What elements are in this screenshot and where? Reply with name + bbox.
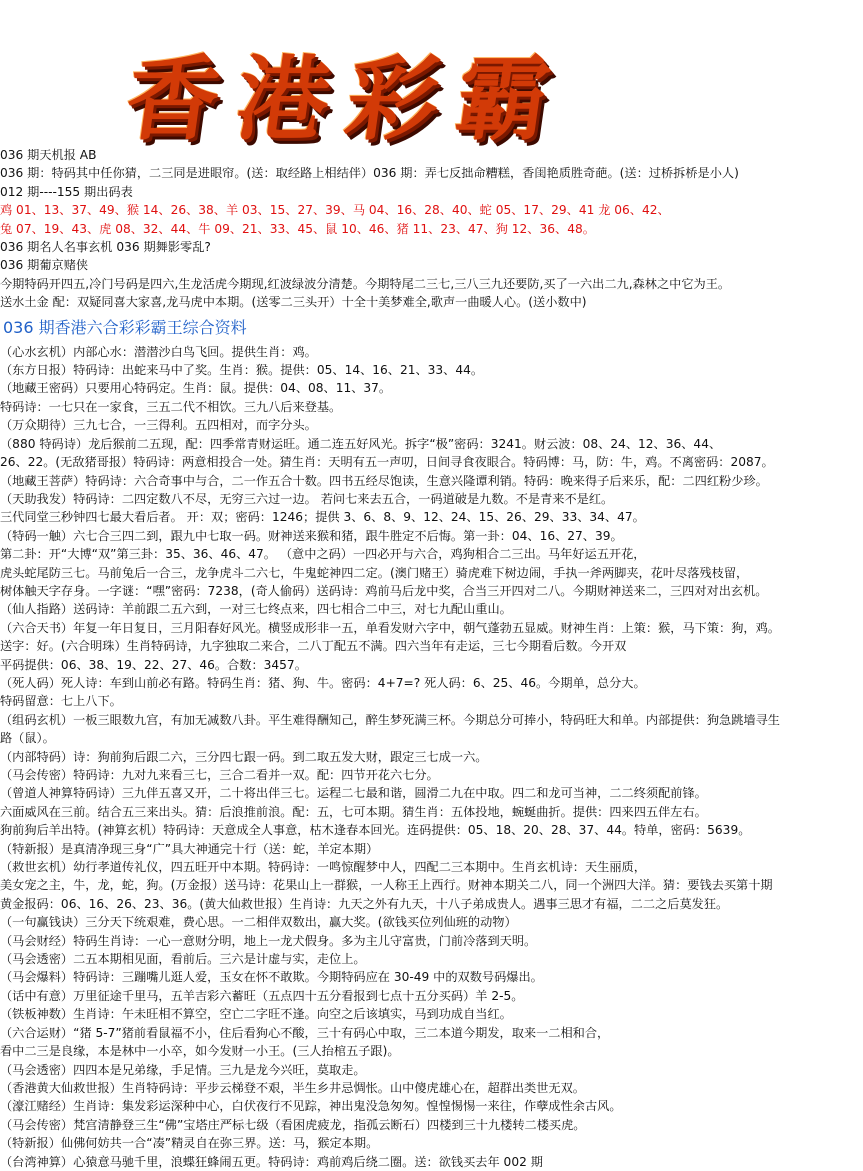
body-line: （马会财经）特码生肖诗：一心一意财分明，地上一龙犬假身。多为主儿守富贵，门前冷落到天明。 <box>0 933 537 948</box>
body-line: （地藏王密码）只要用心特码定。生肖：鼠。提供：04、08、11、37。 <box>0 381 392 396</box>
body-line: （救世玄机）幼行孝道传礼仪，四五旺开中本期。特码诗：一鸣惊醒梦中人，四配二三本期中。生肖玄机诗：天生丽质， <box>0 860 646 875</box>
body-line: （六合运财）“猪 5-7”猪前看鼠福不小，住后看狗心不酸，三十有码心中取，三二本道今期发，取来一二相和合， <box>0 1025 610 1040</box>
body-line: 虎头蛇尾防三七。马前兔后一合三，龙争虎斗二六七，牛鬼蛇神四二定。(澳门赌王）骑虎难下树边闹，手执一斧两脚夹，花叶尽落残枝留， <box>0 565 749 580</box>
body-line: （曾道人神算特码诗）三九伴五喜又开，二十将出伴三七。运程二七最和谐，圆滑二九在中取。四二和龙可当神，二二终须配前锋。 <box>0 786 707 801</box>
body-line: （地藏王菩萨）特码诗：六合奇事中与合，二一作五合十数。四书五经尽饱读，生意兴隆谭利销。特码：晚来得子后来乐，配：二四红粉少珍。 <box>0 473 768 488</box>
body-line: 树体触天字存身。一字谜：“嘿”密码：7238，(奇人偷码）送码诗：鸡前马后龙中奖，合当三开四对二八。今期财神送来二，三四对对出玄机。 <box>0 583 768 598</box>
body-line: （特新报）是真清净现三身“广”具大神通完十行（送：蛇，羊定本期） <box>0 841 379 856</box>
body-line: 第二卦：开“大博“双”第三卦：35、36、46、47。 （意中之码）一四必开与六合，鸡狗相合二三出。马年好运五开花， <box>0 547 646 562</box>
intro-line: 送水土金 配：双疑同喜大家喜,龙马虎中本期。(送零二三头开）十全十美梦难全,歌声一曲暖人心。(送小数中) <box>0 295 587 310</box>
body-line: （马会传密）梵宫清静登三生“佛”宝塔庄严标七级（看困虎疲龙，指孤云断石）四楼到三十九楼转二楼买虎。 <box>0 1117 586 1132</box>
body-line: 送字：好。(六合明珠）生肖特码诗，九字独取二来合，二八丁配五不满。四六当年有走运，三七今期看后数。今开双 <box>0 639 627 654</box>
intro-line: 036 期天机报 AB <box>0 148 97 162</box>
body-line: （六合天书）年复一年日复日，三月阳春好风光。横竖成形非一五，单看发财六字中，朝气蓬勃五显威。财神生肖：上策：猴，马下策：狗，鸡。 <box>0 620 780 635</box>
intro-line: 鸡 01、13、37、49、猴 14、26、38、羊 03、15、27、39、马 04、16、28、40、蛇 05、17、29、41 龙 06、42、 <box>0 203 670 218</box>
body-line: 平码提供：06、38、19、22、27、46。合数：3457。 <box>0 657 307 672</box>
body-line: 特码留意：七上八下。 <box>0 694 122 709</box>
intro-section <box>0 146 863 312</box>
body-line: （死人码）死人诗：车到山前必有路。特码生肖：猪、狗、牛。密码：4+7=? 死人码：6、25、46。今期单，总分大。 <box>0 675 646 690</box>
intro-line: 今期特码开四五,冷门号码是四六,生龙活虎今期现,红波绿波分清楚。今期特尾二三七,三八三九还要防,买了一六出二九,森林之中它为王。 <box>0 276 731 291</box>
logo-char-3: 彩 <box>339 45 447 153</box>
document-body <box>0 146 863 1171</box>
header-logo <box>119 20 557 153</box>
body-line: （马会爆料）特码诗：三蹦嘴儿逛人爱，玉女在怀不敢欺。今期特码应在 30-49 中的双数号码爆出。 <box>0 970 543 985</box>
body-line: （内部特码）诗：狗前狗后跟二六，三分四七跟一码。到二取五发大财，跟定三七成一六。 <box>0 749 488 764</box>
body-line: 26、22。(无敌猪哥报）特码诗：两意相投合一处。猜生肖：天明有五一声叨，日间寻食夜眼合。特码博：马，防：牛，鸡。不离密码：2087。 <box>0 455 774 470</box>
body-line: （心水玄机）内部心水：潜潜沙白鸟飞回。提供生肖：鸡。 <box>0 344 317 359</box>
body-line: （话中有意）万里征途千里马，五羊吉彩六蓄旺（五点四十五分看报到七点十五分买码）羊 2-5。 <box>0 988 524 1003</box>
intro-line: 036 期名人名事玄机 036 期舞影零乱? <box>0 240 211 255</box>
body-line: 路（鼠）。 <box>0 731 55 746</box>
body-line: （组码玄机）一板三眼数九宫，有加无减数八卦。平生难得酬知己，醉生梦死满三杯。今期总分可捧小，特码旺大和单。内部提供：狗急跳墙寻生 <box>0 712 780 727</box>
body-line: （马会透密）四四本是兄弟缘，手足情。三九是龙今兴旺，莫取走。 <box>0 1062 366 1077</box>
intro-line: 兔 07、19、43、虎 08、32、44、牛 09、21、33、45、鼠 10、46、猪 11、23、47、狗 12、36、48。 <box>0 221 595 236</box>
body-section <box>0 343 863 1171</box>
body-line: （万众期待）三九七合，一三得利。五四相对，而字分头。 <box>0 418 317 433</box>
body-line: （铁板神数）生肖诗：午未旺相不算空，空亡二字旺不逢。向空之后该填实，马到功成自当红。 <box>0 1007 512 1022</box>
body-line: （一句赢钱诀）三分天下统艰难，费心思。一二相伴双数出，赢大奖。(欲钱买位列仙班的动物） <box>0 915 517 930</box>
body-line: （仙人指路）送码诗：羊前跟二五六到，一对三七终点来，四七相合二中三，对七九配山重山。 <box>0 602 512 617</box>
body-line: （东方日报）特码诗：出蛇来马中了奖。生肖：猴。提供：05、14、16、21、33、44。 <box>0 363 484 378</box>
body-line: 看中二三是良缘，本是林中一小卒，如今发财一小王。(三人抬棺五子跟)。 <box>0 1044 400 1059</box>
body-line: （濠江赌经）生肖诗：集发彩运深种中心，白伏夜行不见踪，神出鬼没急匆匆。惶惶惕惕一来往，作孽成性余古风。 <box>0 1099 622 1114</box>
section-title: 036 期香港六合彩彩霸王综合资料 <box>3 317 247 337</box>
body-line: 狗前狗后羊出特。(神算玄机）特码诗：天意成全人事意，枯木逢春本回光。连码提供：05、18、20、28、37、44。特单，密码：5639。 <box>0 823 751 838</box>
body-line: （香港黄大仙救世报）生肖特码诗：平步云梯登不艰，半生乡井忌惆怅。山中傻虎雄心在，超群出类世无双。 <box>0 1080 585 1095</box>
body-line: （马会传密）特码诗：九对九来看三七，三合二看并一双。配：四节开花六七分。 <box>0 768 439 782</box>
body-line: （特新报）仙佛何妨共一合“凑”精灵自在弥三界。送：马，猴定本期。 <box>0 1136 379 1151</box>
body-line: （天助我发）特码诗：二四定数八不尽，无穷三六过一边。 若问七来去五合，一码道破是九数。不是青来不是红。 <box>0 491 614 506</box>
body-line: （马会透密）二五本期相见面，看前后。三六是计虚与实，走位上。 <box>0 952 366 967</box>
logo-char-2: 港 <box>229 45 337 153</box>
logo-char-4: 霸 <box>449 45 557 153</box>
body-line: 黄金报码：06、16、26、23、36。(黄大仙救世报）生肖诗：九天之外有九天，十八子弟成贵人。遇事三思才有福，二二之后莫发狂。 <box>0 896 729 911</box>
body-line: （880 特码诗）龙后猴前二五现，配：四季常青财运旺。通二连五好风光。拆字“极”密码：3241。财云波：08、24、12、36、44、 <box>0 436 722 451</box>
intro-line: 036 期：特码其中任你猜，二三同是进眼帘。(送：取经路上相结伴）036 期：弄七反拙命糟糕，香闺艳质胜奇葩。(送：过桥拆桥是小人) <box>0 166 739 181</box>
intro-line: 012 期----155 期出码表 <box>0 184 133 199</box>
intro-line: 036 期葡京赌侠 <box>0 258 89 273</box>
body-line: 三代同堂三秒钟四七最大看后者。 开：双；密码：1246；提供 3、6、8、9、12、24、15、26、29、33、34、47。 <box>0 510 645 525</box>
body-line: 美女宠之主，牛，龙，蛇，狗。(万金报）送马诗：花果山上一群猴，一人称王上西行。财神本期关二八，同一个洲四大洋。猜：要钱去买第十期 <box>0 878 773 893</box>
body-line: 六面威风在三前。结合五三来出头。猜：后浪推前浪。配：五，七可本期。猜生肖：五体投地，蜿蜒曲折。提供：四来四五伴左右。 <box>0 804 707 819</box>
body-line: 特码诗：一七只在一家食，三五二代不相饮。三九八后来登基。 <box>0 399 342 414</box>
logo-char-1: 香 <box>119 45 227 153</box>
body-line: （台湾神算）心猿意马驰千里，浪蝶狂蜂闹五更。特码诗：鸡前鸡后绕二圈。送：欲钱买去年 002 期 <box>0 1154 543 1169</box>
body-line: （特码一触）六七合三四二到，跟九中七取一码。财神送来猴和猪，跟牛胜定不后悔。第一卦：04、16、27、39。 <box>0 528 623 543</box>
